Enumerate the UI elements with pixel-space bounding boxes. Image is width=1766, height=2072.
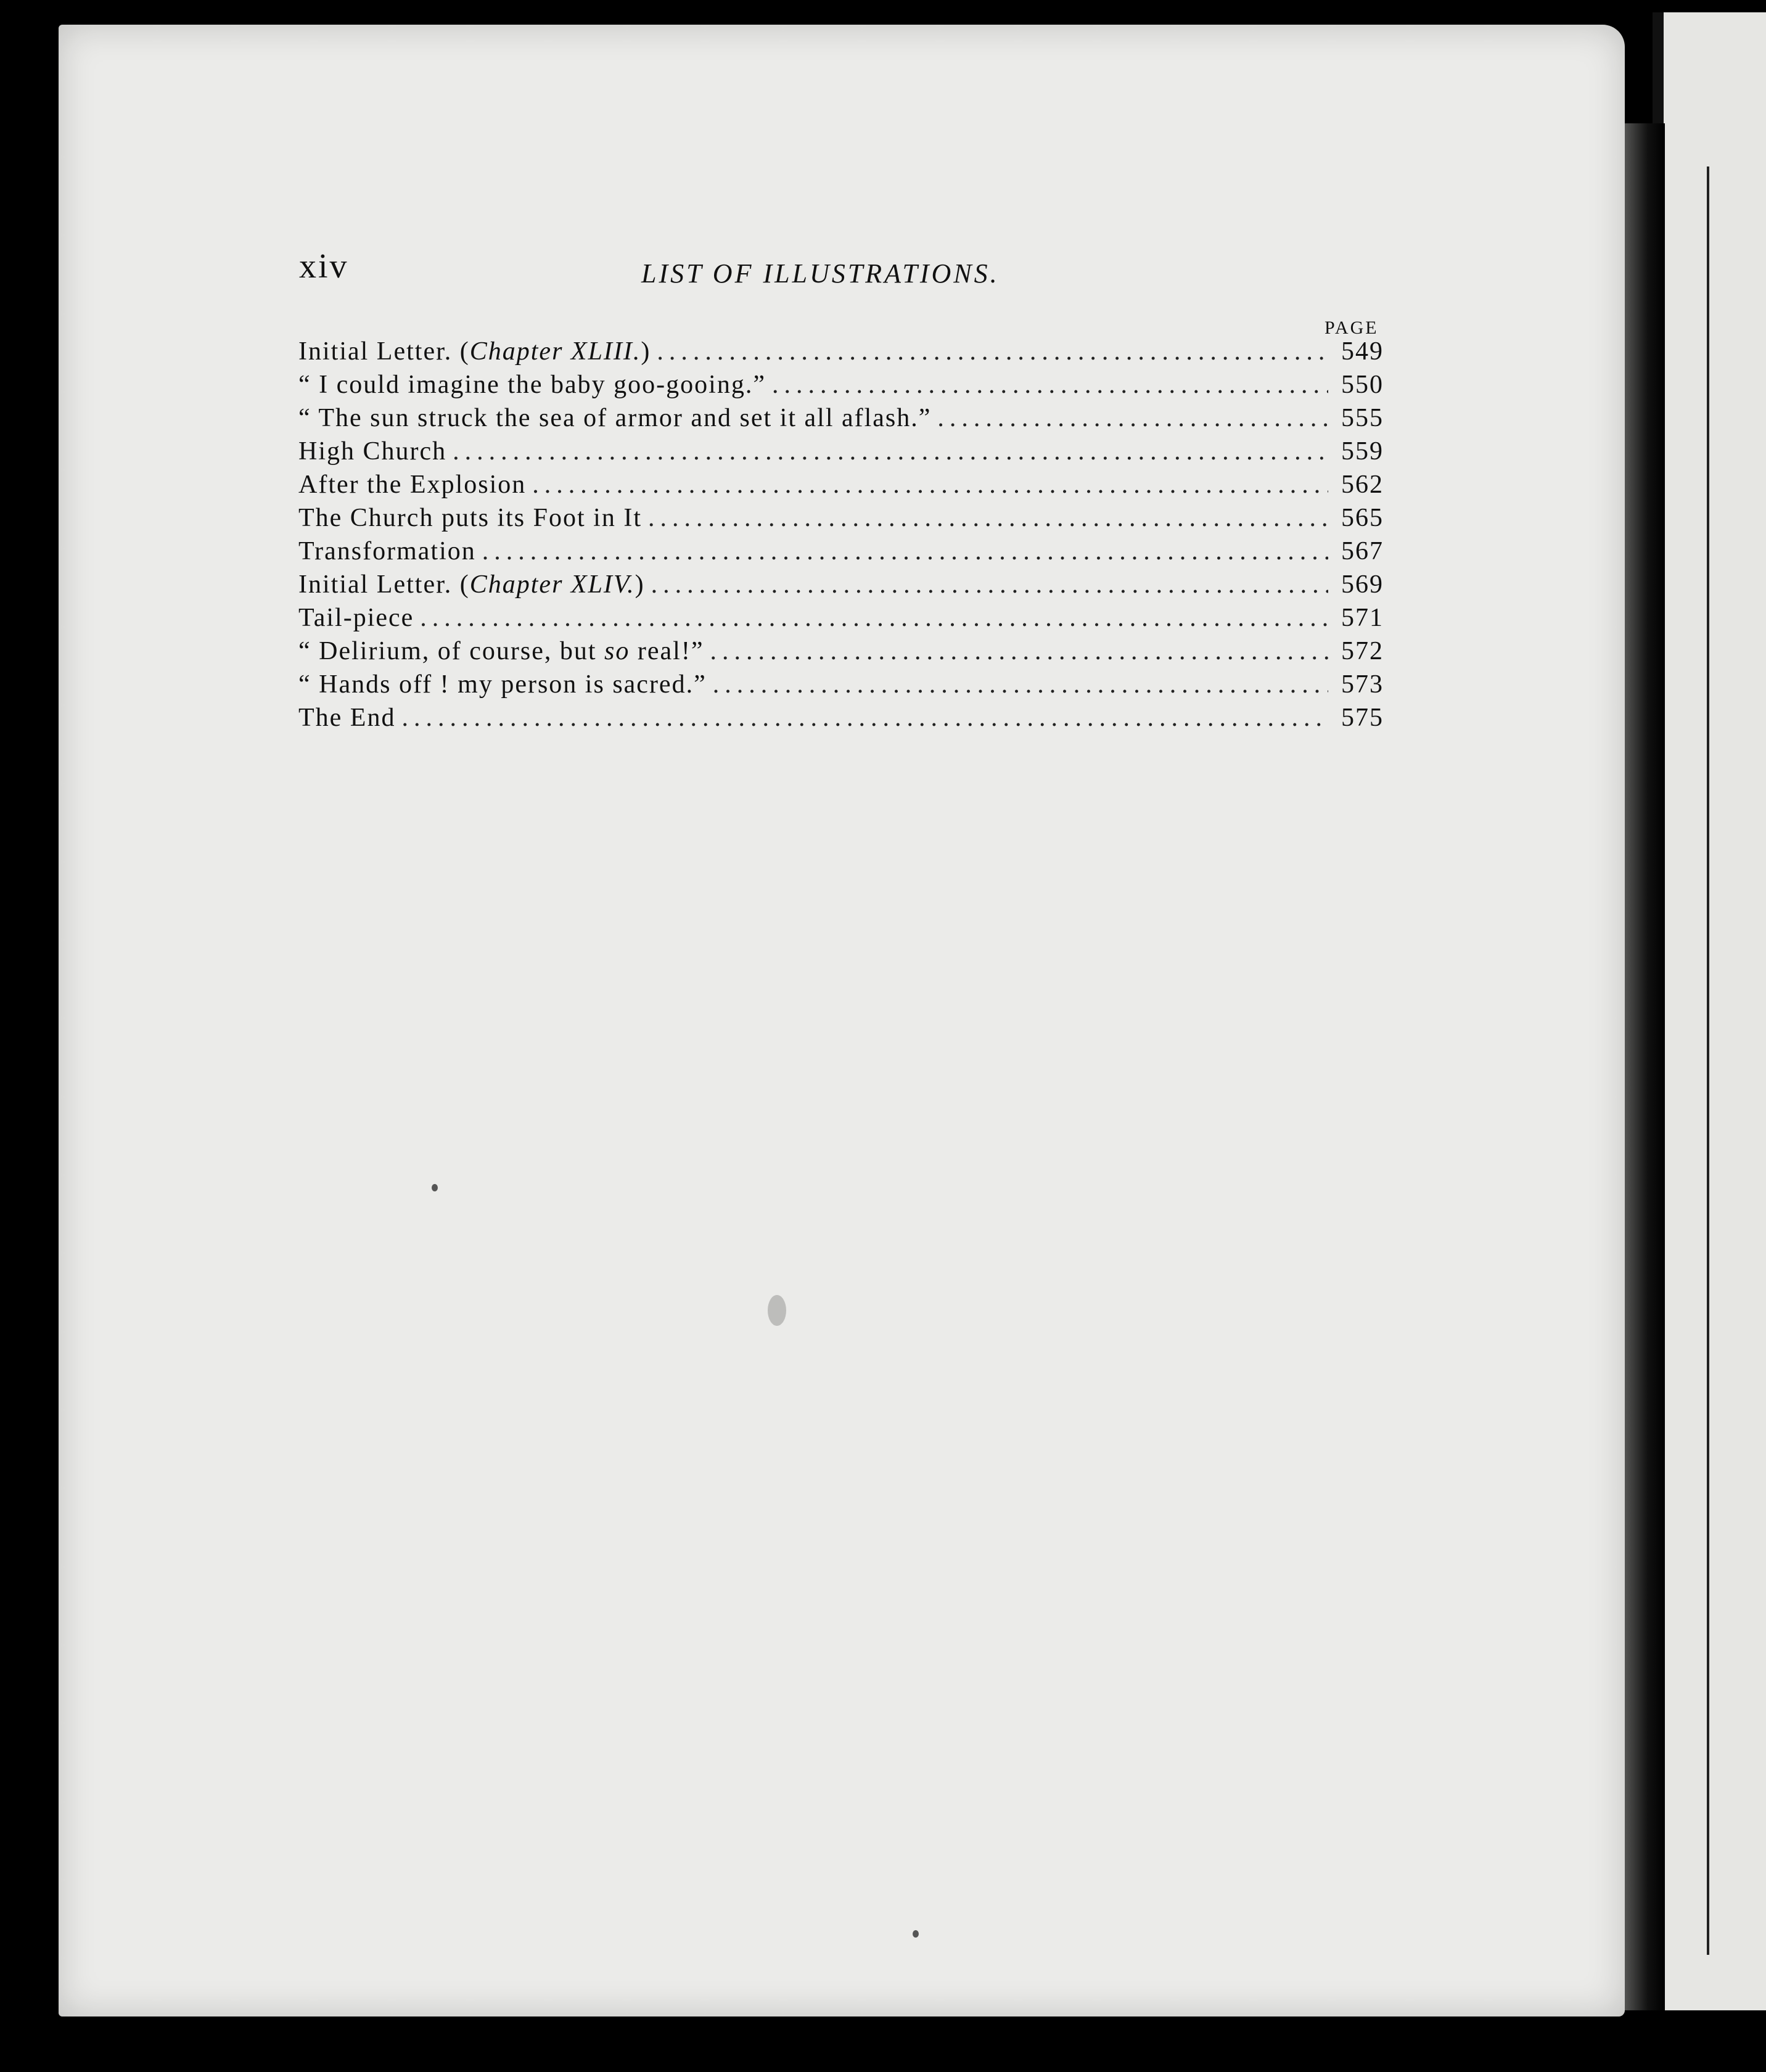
illustration-title-text: The Church puts its Foot in It [298,504,642,532]
dot-leader [453,437,1328,466]
illustration-page-number: 562 [1341,471,1384,499]
paper-stain [768,1295,786,1326]
dot-leader [648,503,1328,533]
illustration-title [298,470,526,500]
dot-leader [710,636,1328,666]
illustration-page-number: 573 [1341,670,1384,699]
paper-speck [913,1930,919,1938]
illustration-title [298,403,931,433]
illustration-title [298,536,476,566]
dot-leader [532,470,1328,500]
illustration-title-after: ) [641,337,651,366]
illustration-title [298,437,446,466]
dot-leader [651,570,1328,599]
list-item [298,570,1384,603]
list-item [298,470,1384,503]
illustration-page-number: 572 [1341,637,1384,665]
page-number-folio: xiv [299,247,349,286]
illustration-page-number: 575 [1341,704,1384,732]
dot-leader [657,337,1328,366]
illustration-title [298,370,766,400]
illustration-title-text: “ I could imagine the baby goo-gooing.” [298,371,766,399]
dot-leader [772,370,1328,400]
book-page [59,25,1625,2016]
illustration-title-text: After the Explosion [298,471,527,499]
illustration-title-text: The End [298,704,396,732]
illustration-title-text: Initial Letter. ( [298,570,470,599]
illustration-title [298,570,645,599]
illustration-title-text: Transformation [298,537,476,565]
dot-leader [401,703,1328,733]
illustration-title-after: real!” [630,637,704,665]
dot-leader [937,403,1328,433]
illustration-page-number: 565 [1341,504,1384,532]
illustration-title [298,670,707,699]
list-item [298,536,1384,570]
illustration-title-italic: so [604,637,630,665]
illustration-title-text: Tail-piece [298,604,414,632]
illustration-title [298,603,414,633]
illustration-title-text: “ The sun struck the sea of armor and set it all aflash.” [298,404,932,432]
facing-page-edge [1653,12,1766,2010]
illustration-title-text: “ Delirium, of course, but [298,637,605,665]
illustration-page-number: 567 [1341,537,1384,565]
illustration-page-number: 569 [1341,570,1384,599]
list-item [298,403,1384,437]
illustration-title-after: ) [635,570,645,599]
illustration-title [298,337,651,366]
page-column-label: PAGE [1324,318,1379,338]
illustration-page-number: 550 [1341,371,1384,399]
illustration-title [298,503,642,533]
illustration-title-text: High Church [298,437,447,466]
illustration-title-italic: Chapter XLIII. [469,337,641,366]
dot-leader [420,603,1328,633]
illustration-title-text: Initial Letter. ( [298,337,470,366]
illustration-title-text: “ Hands off ! my person is sacred.” [298,670,707,699]
illustration-title [298,636,704,666]
illustration-title [298,703,395,733]
list-item [298,370,1384,403]
illustration-title-italic: Chapter XLIV. [469,570,635,599]
facing-page-rule [1707,166,1709,1955]
dot-leader [482,536,1328,566]
illustration-page-number: 571 [1341,604,1384,632]
list-item [298,337,1384,370]
illustration-page-number: 555 [1341,404,1384,432]
list-item [298,503,1384,536]
list-item [298,703,1384,736]
list-item [298,437,1384,470]
running-title: LIST OF ILLUSTRATIONS. [641,258,1000,289]
dot-leader [713,670,1328,699]
illustration-page-number: 549 [1341,337,1384,366]
illustration-list [298,337,1384,736]
illustration-page-number: 559 [1341,437,1384,466]
list-item [298,670,1384,703]
list-item [298,603,1384,636]
paper-speck [432,1184,438,1191]
list-item [298,636,1384,670]
